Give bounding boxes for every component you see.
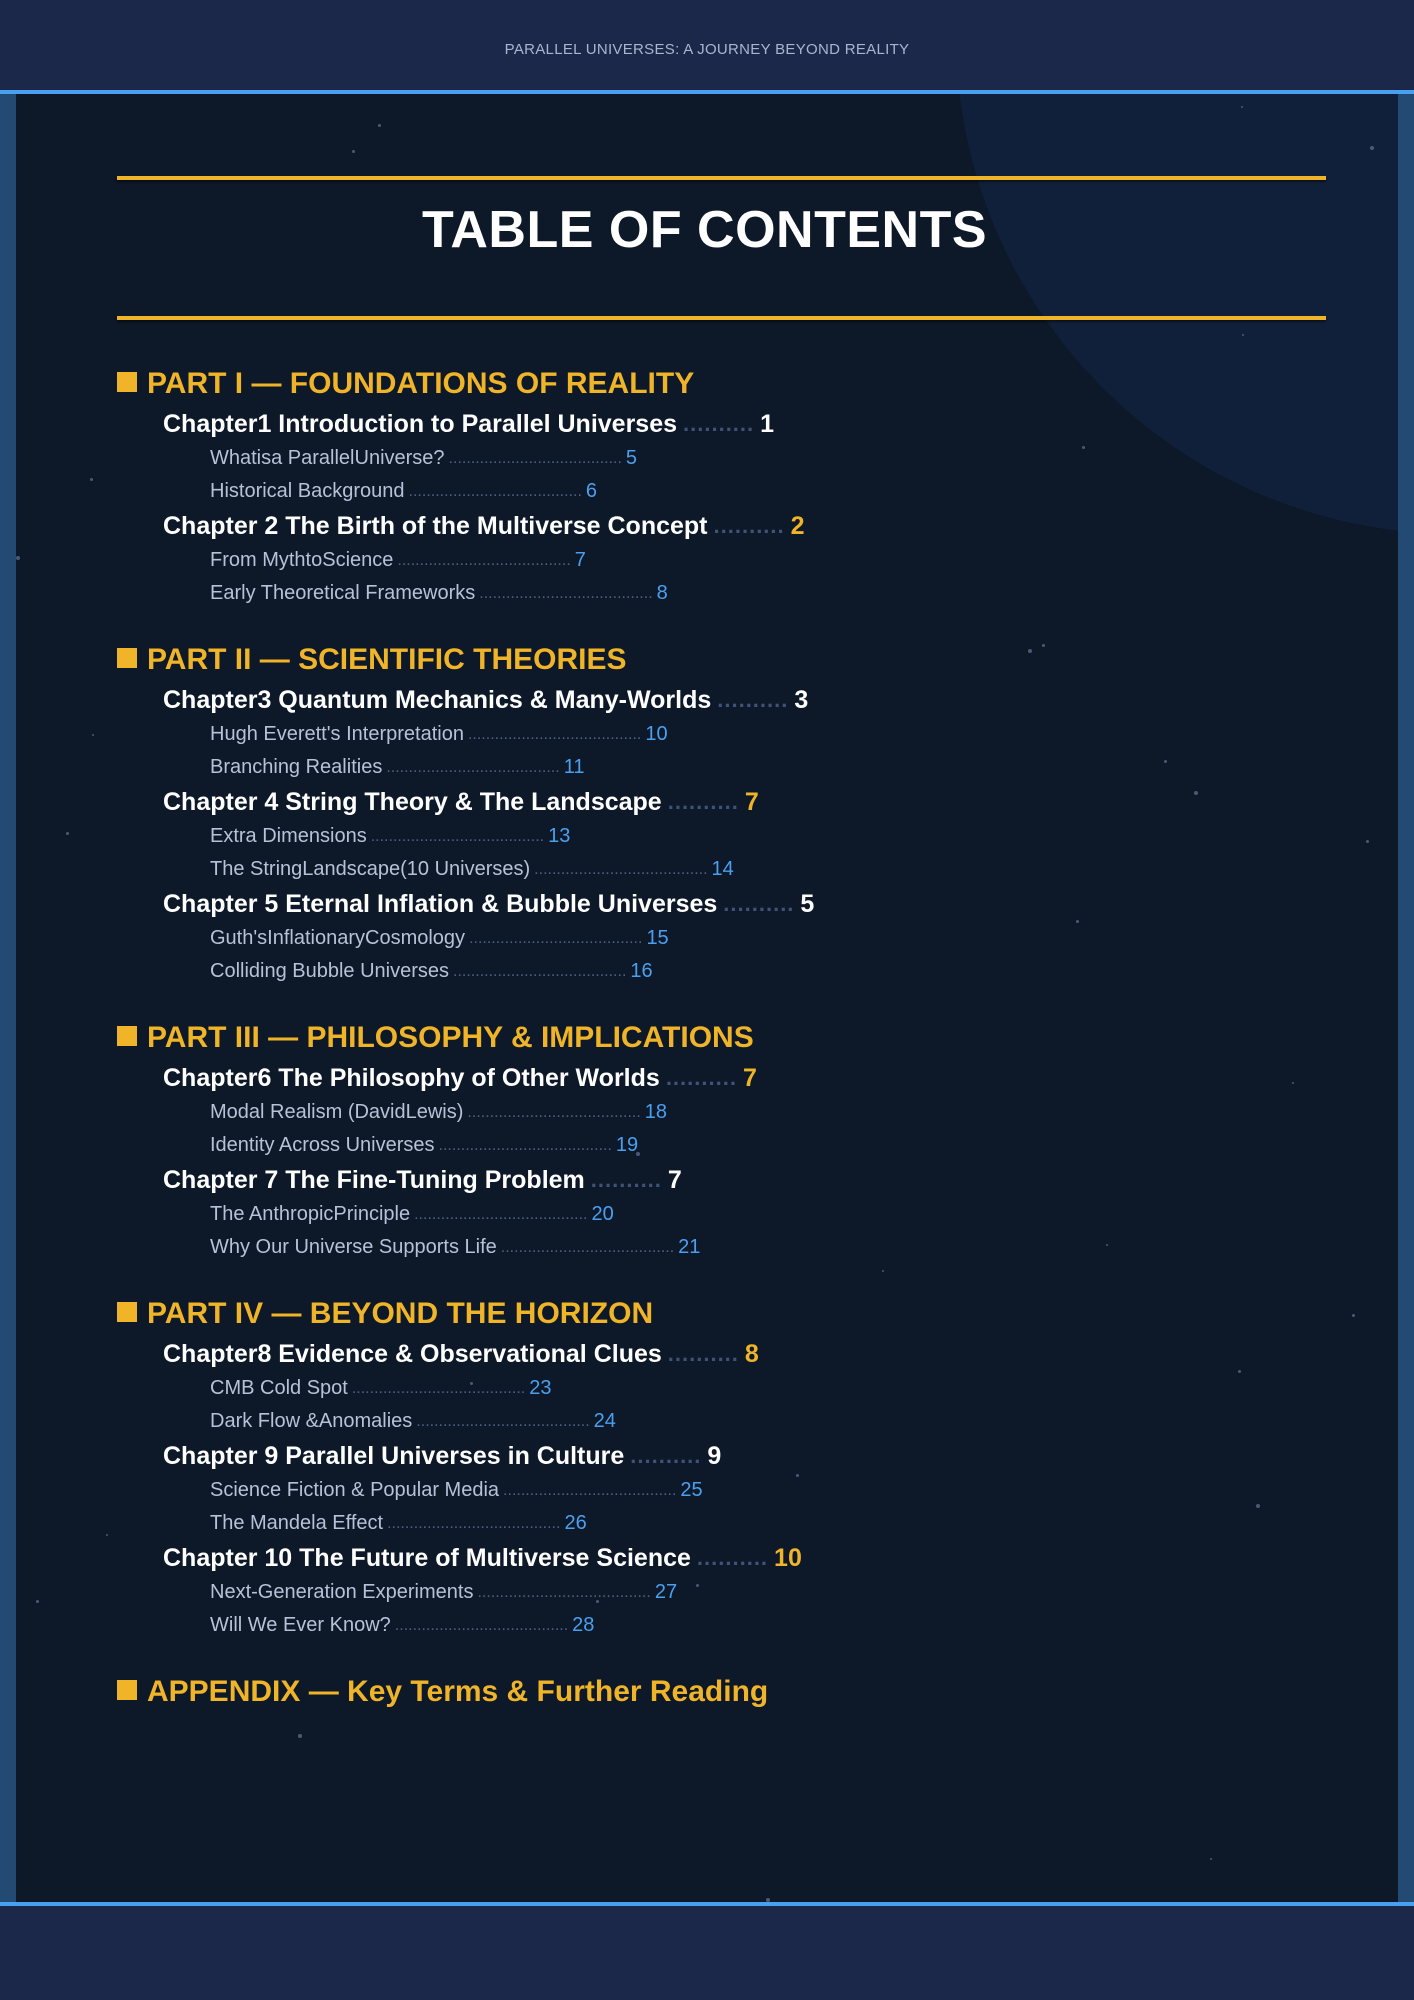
dot-leader: .......... bbox=[713, 513, 785, 538]
toc-section-entry[interactable] bbox=[210, 1096, 1217, 1129]
toc-section-entry[interactable] bbox=[210, 577, 1217, 610]
star-dot bbox=[1256, 1504, 1260, 1508]
section-title: Modal Realism (DavidLewis) bbox=[210, 1101, 464, 1123]
section-page-number: 23 bbox=[529, 1377, 552, 1399]
part-heading[interactable] bbox=[117, 1292, 1217, 1336]
section-page-number: 19 bbox=[615, 1134, 639, 1156]
dot-leader: ....................................... bbox=[414, 1205, 588, 1223]
chapter-page-number: 2 bbox=[790, 511, 805, 540]
section-page-number: 5 bbox=[625, 447, 638, 469]
dot-leader: ....................................... bbox=[408, 482, 582, 500]
right-margin-bar bbox=[1398, 94, 1414, 1902]
part-label: PART II — SCIENTIFIC THEORIES bbox=[147, 643, 627, 676]
section-title: Hugh Everett's Interpretation bbox=[210, 723, 464, 745]
dot-leader: ....................................... bbox=[438, 1136, 612, 1154]
section-title: Next-Generation Experiments bbox=[210, 1581, 474, 1603]
star-dot bbox=[16, 556, 20, 560]
section-page-number: 24 bbox=[593, 1410, 616, 1432]
dot-leader: ....................................... bbox=[503, 1481, 677, 1499]
star-dot bbox=[378, 124, 381, 127]
toc-chapter-entry[interactable] bbox=[163, 682, 1217, 718]
dot-leader: ....................................... bbox=[351, 1379, 526, 1397]
part-heading[interactable] bbox=[117, 1670, 1217, 1714]
star-dot bbox=[1242, 334, 1244, 336]
toc-chapter-entry[interactable] bbox=[163, 886, 1217, 922]
part-heading[interactable] bbox=[117, 362, 1217, 406]
chapter-page-number: 9 bbox=[707, 1441, 722, 1470]
toc-section-entry[interactable] bbox=[210, 1198, 1217, 1231]
dot-leader: .......... bbox=[723, 891, 795, 916]
square-bullet-icon bbox=[117, 648, 137, 668]
table-of-contents bbox=[117, 362, 1217, 1714]
section-title: Dark Flow &Anomalies bbox=[210, 1410, 413, 1432]
toc-section-entry[interactable] bbox=[210, 751, 1217, 784]
square-bullet-icon bbox=[117, 372, 137, 392]
star-dot bbox=[1366, 840, 1369, 843]
chapter-page-number: 5 bbox=[800, 889, 815, 918]
star-dot bbox=[1352, 1314, 1355, 1317]
section-page-number: 14 bbox=[711, 858, 734, 880]
dot-leader: ....................................... bbox=[500, 1238, 675, 1256]
chapter-page-number: 3 bbox=[794, 685, 809, 714]
left-margin-bar bbox=[0, 94, 16, 1902]
toc-section-entry[interactable] bbox=[210, 1576, 1217, 1609]
section-title: The AnthropicPrinciple bbox=[210, 1203, 411, 1225]
section-page-number: 6 bbox=[585, 480, 598, 502]
star-dot bbox=[1241, 106, 1243, 108]
square-bullet-icon bbox=[117, 1680, 137, 1700]
star-dot bbox=[90, 478, 93, 481]
toc-section-entry[interactable] bbox=[210, 1405, 1217, 1438]
toc-section-entry[interactable] bbox=[210, 820, 1217, 853]
section-page-number: 8 bbox=[656, 582, 668, 604]
dot-leader: ....................................... bbox=[394, 1616, 569, 1634]
chapter-title: Chapter6 The Philosophy of Other Worlds bbox=[163, 1063, 660, 1092]
toc-section-entry[interactable] bbox=[210, 853, 1217, 886]
dot-leader: .......... bbox=[667, 789, 739, 814]
toc-section-entry[interactable] bbox=[210, 1231, 1217, 1264]
toc-chapter-entry[interactable] bbox=[163, 1336, 1217, 1372]
section-title: Colliding Bubble Universes bbox=[210, 960, 450, 982]
section-page-number: 15 bbox=[646, 927, 669, 949]
toc-section-entry[interactable] bbox=[210, 1372, 1217, 1405]
section-page-number: 27 bbox=[654, 1581, 678, 1603]
section-page-number: 21 bbox=[678, 1236, 701, 1258]
star-dot bbox=[106, 1534, 108, 1536]
star-dot bbox=[298, 1734, 302, 1738]
toc-section-entry[interactable] bbox=[210, 718, 1217, 751]
star-dot bbox=[1292, 1082, 1294, 1084]
chapter-title: Chapter8 Evidence & Observational Clues bbox=[163, 1339, 662, 1368]
section-page-number: 16 bbox=[630, 960, 653, 982]
section-page-number: 11 bbox=[563, 756, 585, 778]
toc-section-entry[interactable] bbox=[210, 544, 1217, 577]
toc-section-entry[interactable] bbox=[210, 442, 1217, 475]
chapter-page-number: 1 bbox=[760, 409, 775, 438]
star-dot bbox=[36, 1600, 39, 1603]
part-label: PART III — PHILOSOPHY & IMPLICATIONS bbox=[147, 1021, 754, 1054]
section-title: From MythtoScience bbox=[210, 549, 394, 571]
section-title: Historical Background bbox=[210, 480, 405, 502]
dot-leader: .......... bbox=[590, 1167, 662, 1192]
section-title: Will We Ever Know? bbox=[210, 1614, 391, 1636]
star-dot bbox=[352, 150, 355, 153]
dot-leader: ....................................... bbox=[416, 1412, 590, 1430]
section-title: CMB Cold Spot bbox=[210, 1377, 348, 1399]
toc-chapter-entry[interactable] bbox=[163, 1060, 1217, 1096]
toc-chapter-entry[interactable] bbox=[163, 508, 1217, 544]
toc-section-entry[interactable] bbox=[210, 1609, 1217, 1642]
section-title: Whatisa ParallelUniverse? bbox=[210, 447, 445, 469]
chapter-title: Chapter3 Quantum Mechanics & Many-Worlds bbox=[163, 685, 712, 714]
title-rule-top bbox=[117, 176, 1326, 180]
toc-chapter-entry[interactable] bbox=[163, 1162, 1217, 1198]
square-bullet-icon bbox=[117, 1302, 137, 1322]
dot-leader: ....................................... bbox=[469, 929, 643, 947]
section-title: Guth'sInflationaryCosmology bbox=[210, 927, 466, 949]
dot-leader: ....................................... bbox=[370, 827, 545, 845]
toc-section-entry[interactable] bbox=[210, 922, 1217, 955]
section-page-number: 26 bbox=[564, 1512, 587, 1534]
chapter-page-number: 10 bbox=[774, 1543, 802, 1572]
section-title: The StringLandscape(10 Universes) bbox=[210, 858, 531, 880]
page-title: TABLE OF CONTENTS bbox=[421, 201, 988, 259]
star-dot bbox=[1238, 1370, 1241, 1373]
section-page-number: 20 bbox=[591, 1203, 614, 1225]
chapter-page-number: 8 bbox=[744, 1339, 759, 1368]
part-label: PART IV — BEYOND THE HORIZON bbox=[147, 1297, 654, 1330]
dot-leader: ....................................... bbox=[479, 584, 653, 602]
section-page-number: 28 bbox=[572, 1614, 595, 1636]
star-dot bbox=[66, 832, 69, 835]
toc-section-entry[interactable] bbox=[210, 1129, 1217, 1162]
part-label: APPENDIX — Key Terms & Further Reading bbox=[147, 1675, 769, 1708]
toc-chapter-entry[interactable] bbox=[163, 406, 1217, 442]
section-page-number: 7 bbox=[574, 549, 586, 571]
dot-leader: ....................................... bbox=[477, 1583, 651, 1601]
star-dot bbox=[1210, 1858, 1212, 1860]
dot-leader: .......... bbox=[630, 1443, 702, 1468]
toc-chapter-entry[interactable] bbox=[163, 1438, 1217, 1474]
chapter-page-number: 7 bbox=[742, 1063, 757, 1092]
toc-section-entry[interactable] bbox=[210, 1474, 1217, 1507]
dot-leader: ....................................... bbox=[397, 551, 571, 569]
section-page-number: 18 bbox=[644, 1101, 668, 1123]
chapter-page-number: 7 bbox=[667, 1165, 682, 1194]
toc-chapter-entry[interactable] bbox=[163, 1540, 1217, 1576]
chapter-page-number: 7 bbox=[744, 787, 759, 816]
dot-leader: .......... bbox=[665, 1065, 737, 1090]
dot-leader: ....................................... bbox=[386, 758, 560, 776]
section-title: The Mandela Effect bbox=[210, 1512, 384, 1534]
part-heading[interactable] bbox=[117, 1016, 1217, 1060]
section-title: Extra Dimensions bbox=[210, 825, 367, 847]
section-page-number: 13 bbox=[548, 825, 571, 847]
section-page-number: 25 bbox=[680, 1479, 703, 1501]
dot-leader: ....................................... bbox=[467, 1103, 641, 1121]
section-title: Branching Realities bbox=[210, 756, 383, 778]
running-head: PARALLEL UNIVERSES: A JOURNEY BEYOND REALITY bbox=[504, 41, 910, 58]
toc-chapter-entry[interactable] bbox=[163, 784, 1217, 820]
star-dot bbox=[1370, 146, 1374, 150]
dot-leader: ....................................... bbox=[453, 962, 627, 980]
chapter-title: Chapter 7 The Fine-Tuning Problem bbox=[163, 1165, 585, 1194]
title-rule-bottom bbox=[117, 316, 1326, 320]
dot-leader: .......... bbox=[696, 1545, 769, 1570]
chapter-title: Chapter 9 Parallel Universes in Culture bbox=[163, 1441, 625, 1470]
section-title: Early Theoretical Frameworks bbox=[210, 582, 476, 604]
toc-section-entry[interactable] bbox=[210, 1507, 1217, 1540]
dot-leader: ....................................... bbox=[534, 860, 708, 878]
section-title: Science Fiction & Popular Media bbox=[210, 1479, 500, 1501]
section-title: Identity Across Universes bbox=[210, 1134, 435, 1156]
part-heading[interactable] bbox=[117, 638, 1217, 682]
dot-leader: .......... bbox=[717, 687, 789, 712]
dot-leader: .......... bbox=[667, 1341, 739, 1366]
square-bullet-icon bbox=[117, 1026, 137, 1046]
chapter-title: Chapter 2 The Birth of the Multiverse Concept bbox=[163, 511, 708, 540]
dot-leader: ....................................... bbox=[448, 449, 622, 467]
page-header bbox=[0, 0, 1414, 90]
dot-leader: ....................................... bbox=[467, 725, 642, 743]
part-label: PART I — FOUNDATIONS OF REALITY bbox=[147, 367, 695, 400]
star-dot bbox=[92, 734, 94, 736]
toc-section-entry[interactable] bbox=[210, 955, 1217, 988]
dot-leader: ....................................... bbox=[387, 1514, 561, 1532]
section-page-number: 10 bbox=[645, 723, 668, 745]
toc-section-entry[interactable] bbox=[210, 475, 1217, 508]
section-title: Why Our Universe Supports Life bbox=[210, 1236, 497, 1258]
chapter-title: Chapter 5 Eternal Inflation & Bubble Universes bbox=[163, 889, 718, 918]
chapter-title: Chapter 10 The Future of Multiverse Science bbox=[163, 1543, 691, 1572]
page-footer bbox=[0, 1906, 1414, 2000]
chapter-title: Chapter 4 String Theory & The Landscape bbox=[163, 787, 662, 816]
dot-leader: .......... bbox=[683, 411, 755, 436]
chapter-title: Chapter1 Introduction to Parallel Universes bbox=[163, 409, 678, 438]
